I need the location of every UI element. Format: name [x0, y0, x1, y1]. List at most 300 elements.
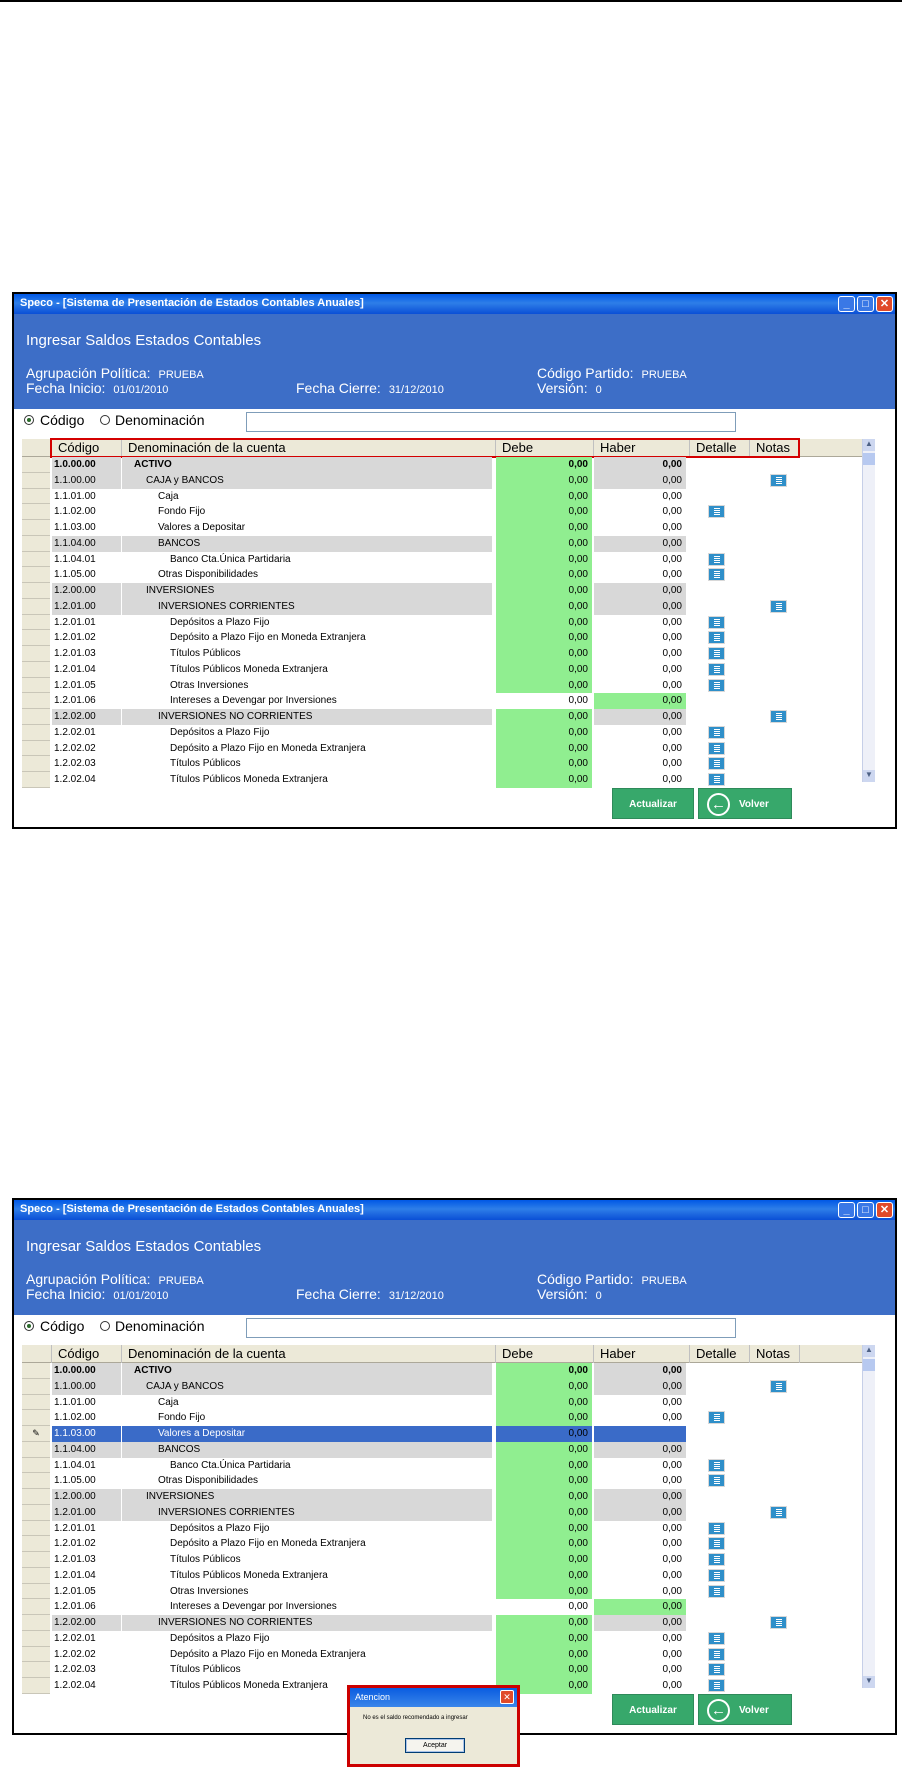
cell-debe[interactable]: 0,00 [496, 1615, 592, 1631]
cell-debe[interactable]: 0,00 [496, 1552, 592, 1568]
scroll-up-icon[interactable]: ▲ [863, 439, 875, 451]
codigo-partido-label: Código Partido: [537, 1271, 634, 1287]
detalle-icon[interactable] [708, 679, 725, 692]
codigo-radio[interactable] [24, 415, 34, 425]
fecha-inicio-value: 01/01/2010 [113, 1290, 169, 1302]
scroll-up-icon[interactable]: ▲ [863, 1345, 875, 1357]
cell-denominacion: Títulos Públicos Moneda Extranjera [170, 663, 328, 675]
cell-haber[interactable]: 0,00 [662, 1680, 682, 1691]
cell-denominacion: Valores a Depositar [122, 1426, 492, 1442]
row-selector[interactable] [22, 1458, 50, 1474]
cell-codigo: 1.2.01.02 [54, 1538, 96, 1550]
row-selector[interactable] [22, 1410, 50, 1426]
dialog-title-bar [350, 1688, 517, 1707]
table-row[interactable] [22, 772, 870, 788]
notas-icon[interactable] [770, 474, 787, 487]
table-row[interactable] [22, 1363, 870, 1379]
cell-haber[interactable]: 0,00 [662, 663, 682, 675]
table-row[interactable] [22, 1584, 870, 1600]
cell-haber[interactable]: 0,00 [594, 1442, 686, 1458]
cell-haber[interactable]: 0,00 [594, 1379, 686, 1395]
cell-haber[interactable]: 0,00 [662, 1632, 682, 1644]
row-selector[interactable] [22, 473, 50, 489]
detalle-icon[interactable] [708, 742, 725, 755]
detalle-icon[interactable] [708, 568, 725, 581]
row-selector[interactable] [22, 1647, 50, 1663]
fecha-cierre-value: 31/12/2010 [388, 384, 444, 396]
cell-debe[interactable]: 0,00 [496, 1631, 592, 1647]
table-row[interactable] [22, 1410, 870, 1426]
table-row[interactable] [22, 1458, 870, 1474]
col-debe[interactable]: Debe [496, 1345, 594, 1363]
cell-haber[interactable]: 0,00 [662, 1412, 682, 1424]
cell-debe[interactable]: 0,00 [496, 567, 592, 583]
fecha-inicio-label: Fecha Inicio: [26, 1286, 106, 1302]
row-selector[interactable] [22, 741, 50, 757]
col-detalle[interactable]: Detalle [690, 1345, 750, 1363]
detalle-icon[interactable] [708, 773, 725, 786]
search-row [14, 412, 895, 432]
table-row[interactable] [22, 1568, 870, 1584]
cell-codigo: 1.2.02.02 [54, 1648, 96, 1660]
volver-button[interactable] [698, 1694, 792, 1725]
notas-icon[interactable] [770, 1616, 787, 1629]
detalle-icon[interactable] [708, 631, 725, 644]
cell-codigo: 1.2.02.01 [54, 1632, 96, 1644]
table-row[interactable] [22, 1505, 870, 1521]
row-selector[interactable] [22, 1615, 50, 1631]
denominacion-radio[interactable] [100, 1321, 110, 1331]
cell-denominacion: Banco Cta.Única Partidaria [170, 553, 291, 565]
cell-denominacion: Títulos Públicos Moneda Extranjera [170, 1680, 328, 1691]
fecha-cierre-value: 31/12/2010 [388, 1290, 444, 1302]
volver-label: Volver [739, 799, 769, 810]
dialog-close-icon[interactable]: ✕ [500, 1690, 514, 1704]
cell-denominacion: Otras Inversiones [170, 679, 249, 691]
row-selector[interactable] [22, 756, 50, 772]
notas-icon[interactable] [770, 710, 787, 723]
detalle-icon[interactable] [708, 505, 725, 518]
grid-rows [22, 1363, 870, 1694]
cell-debe[interactable]: 0,00 [496, 1647, 592, 1663]
cell-haber[interactable]: 0,00 [662, 506, 682, 518]
cell-debe[interactable]: 0,00 [496, 504, 592, 520]
cell-debe[interactable]: 0,00 [496, 772, 592, 788]
cell-debe[interactable]: 0,00 [496, 1662, 592, 1678]
detalle-icon[interactable] [708, 1663, 725, 1676]
cell-haber[interactable]: 0,00 [662, 490, 682, 502]
cell-haber[interactable]: 0,00 [662, 522, 682, 533]
cell-haber[interactable]: 0,00 [594, 599, 686, 615]
detalle-icon[interactable] [708, 1632, 725, 1645]
row-selector[interactable] [22, 457, 50, 473]
col-notas[interactable]: Notas [750, 1345, 800, 1363]
cell-haber[interactable]: 0,00 [594, 473, 686, 489]
table-row[interactable] [22, 630, 870, 646]
table-row[interactable] [22, 1426, 870, 1442]
scroll-thumb[interactable] [863, 1359, 875, 1371]
row-selector[interactable]: ✎ [22, 1426, 50, 1442]
cell-denominacion: Títulos Públicos [170, 648, 241, 659]
cell-haber[interactable]: 0,00 [662, 1459, 682, 1471]
row-selector[interactable] [22, 646, 50, 662]
codigo-partido-value: PRUEBA [641, 369, 687, 381]
table-row[interactable] [22, 1662, 870, 1678]
maximize-icon[interactable]: □ [857, 1202, 874, 1218]
cell-debe[interactable]: 0,00 [496, 489, 592, 505]
table-row[interactable] [22, 536, 870, 552]
cell-debe[interactable]: 0,00 [496, 1568, 592, 1584]
actualizar-button[interactable]: Actualizar [612, 1694, 694, 1725]
row-selector[interactable] [22, 1473, 50, 1489]
table-row[interactable] [22, 457, 870, 473]
cell-debe[interactable]: 0,00 [496, 1473, 592, 1489]
scroll-thumb[interactable] [863, 453, 875, 465]
cell-debe[interactable]: 0,00 [496, 1521, 592, 1537]
search-input[interactable] [246, 1318, 736, 1338]
cell-debe[interactable]: 0,00 [496, 457, 592, 473]
cell-codigo: 1.1.04.00 [52, 536, 121, 552]
cell-haber[interactable]: 0,00 [662, 1664, 682, 1676]
row-selector[interactable] [22, 1631, 50, 1647]
table-row[interactable] [22, 473, 870, 489]
col-codigo[interactable]: Código [52, 439, 122, 457]
detalle-icon[interactable] [708, 663, 725, 676]
table-row[interactable] [22, 646, 870, 662]
denominacion-radio-label[interactable]: Denominación [115, 412, 205, 428]
col-notas[interactable]: Notas [750, 439, 800, 457]
row-selector[interactable] [22, 693, 50, 709]
version-label: Versión: [537, 1286, 588, 1302]
table-row[interactable] [22, 1473, 870, 1489]
table-row[interactable] [22, 520, 870, 536]
cell-debe[interactable]: 0,00 [496, 1363, 592, 1379]
cell-debe[interactable]: 0,00 [496, 1426, 592, 1442]
detalle-icon[interactable] [708, 1411, 725, 1424]
row-selector[interactable] [22, 725, 50, 741]
page-title: Ingresar Saldos Estados Contables [26, 1238, 262, 1255]
row-selector[interactable] [22, 1442, 50, 1458]
table-row[interactable] [22, 504, 870, 520]
cell-haber[interactable]: 0,00 [662, 742, 682, 754]
col-detalle[interactable]: Detalle [690, 439, 750, 457]
cell-debe[interactable]: 0,00 [496, 552, 592, 568]
table-row[interactable] [22, 1615, 870, 1631]
cell-haber[interactable]: 0,00 [662, 569, 682, 581]
cell-haber[interactable]: 0,00 [662, 1554, 682, 1565]
table-row[interactable] [22, 1599, 870, 1615]
table-row[interactable] [22, 1552, 870, 1568]
table-row[interactable] [22, 615, 870, 631]
table-row[interactable] [22, 741, 870, 757]
row-selector[interactable] [22, 678, 50, 694]
table-row[interactable] [22, 709, 870, 725]
detalle-icon[interactable] [708, 726, 725, 739]
cell-haber[interactable]: 0,00 [662, 774, 682, 785]
cell-debe[interactable]: 0,00 [496, 520, 592, 536]
cell-haber[interactable]: 0,00 [662, 1648, 682, 1660]
app-window-2 [12, 1198, 897, 1749]
table-row[interactable] [22, 552, 870, 568]
cell-denominacion: INVERSIONES NO CORRIENTES [122, 1615, 492, 1631]
notas-icon[interactable] [770, 1380, 787, 1393]
fecha-inicio-field [26, 1286, 168, 1302]
cell-denominacion: INVERSIONES CORRIENTES [122, 1505, 492, 1521]
cell-denominacion: Títulos Públicos [170, 1664, 241, 1676]
cell-debe[interactable]: 0,00 [496, 693, 592, 709]
close-icon[interactable]: ✕ [876, 296, 893, 312]
cell-debe[interactable]: 0,00 [496, 1505, 592, 1521]
cell-haber[interactable]: 0,00 [594, 693, 686, 709]
codigo-radio-label[interactable]: Código [40, 412, 85, 428]
cell-debe[interactable]: 0,00 [496, 1379, 592, 1395]
cell-debe[interactable]: 0,00 [496, 756, 592, 772]
col-debe[interactable]: Debe [496, 439, 594, 457]
detalle-icon[interactable] [708, 647, 725, 660]
cell-haber[interactable]: 0,00 [594, 1505, 686, 1521]
detalle-icon[interactable] [708, 1648, 725, 1661]
col-denominacion[interactable]: Denominación de la cuenta [122, 1345, 496, 1363]
detalle-icon[interactable] [708, 1459, 725, 1472]
table-row[interactable] [22, 1631, 870, 1647]
notas-icon[interactable] [770, 600, 787, 613]
cell-codigo: 1.1.00.00 [52, 473, 121, 489]
row-selector[interactable] [22, 1505, 50, 1521]
row-selector[interactable] [22, 1584, 50, 1600]
version-value: 0 [595, 384, 602, 396]
agrupacion-label: Agrupación Política: [26, 1271, 151, 1287]
table-row[interactable] [22, 1395, 870, 1411]
row-selector[interactable] [22, 630, 50, 646]
table-row[interactable] [22, 662, 870, 678]
cell-debe[interactable]: 0,00 [496, 1536, 592, 1552]
col-codigo[interactable]: Código [52, 1345, 122, 1363]
agrupacion-value: PRUEBA [158, 369, 204, 381]
actualizar-button[interactable]: Actualizar [612, 788, 694, 819]
row-selector[interactable] [22, 662, 50, 678]
cell-debe[interactable]: 0,00 [496, 678, 592, 694]
row-selector[interactable] [22, 552, 50, 568]
cell-haber[interactable]: 0,00 [662, 616, 682, 628]
back-arrow-icon: ← [707, 1699, 730, 1722]
fecha-inicio-label: Fecha Inicio: [26, 380, 106, 396]
cell-denominacion: ACTIVO [122, 457, 492, 473]
detalle-icon[interactable] [708, 1553, 725, 1566]
cell-haber[interactable]: 0,00 [594, 536, 686, 552]
cell-codigo: 1.1.00.00 [52, 1379, 121, 1395]
cell-debe[interactable]: 0,00 [496, 630, 592, 646]
row-selector[interactable] [22, 1678, 50, 1694]
cell-denominacion: Depósito a Plazo Fijo en Moneda Extranjera [170, 632, 366, 644]
cell-codigo: 1.1.02.00 [54, 506, 96, 518]
version-field [537, 380, 602, 396]
row-selector[interactable] [22, 772, 50, 788]
cell-debe[interactable]: 0,00 [496, 1395, 592, 1411]
vertical-scrollbar[interactable] [862, 1345, 875, 1688]
cell-debe[interactable]: 0,00 [496, 1489, 592, 1505]
denominacion-radio[interactable] [100, 415, 110, 425]
table-row[interactable] [22, 1647, 870, 1663]
row-selector[interactable] [22, 1379, 50, 1395]
table-row[interactable] [22, 583, 870, 599]
row-selector[interactable] [22, 489, 50, 505]
row-selector[interactable] [22, 599, 50, 615]
cell-denominacion: BANCOS [122, 536, 492, 552]
cell-haber[interactable]: 0,00 [662, 648, 682, 659]
table-row[interactable] [22, 1379, 870, 1395]
search-input[interactable] [246, 412, 736, 432]
table-row[interactable] [22, 599, 870, 615]
detalle-icon[interactable] [708, 616, 725, 629]
cell-haber[interactable]: 0,00 [662, 758, 682, 770]
table-row[interactable] [22, 489, 870, 505]
table-row[interactable] [22, 567, 870, 583]
row-selector[interactable] [22, 1662, 50, 1678]
cell-codigo: 1.2.02.04 [54, 774, 96, 785]
row-selector[interactable] [22, 1521, 50, 1537]
row-selector[interactable] [22, 583, 50, 599]
cell-debe[interactable]: 0,00 [496, 583, 592, 599]
detalle-icon[interactable] [708, 553, 725, 566]
codigo-radio-label[interactable]: Código [40, 1318, 85, 1334]
volver-label: Volver [739, 1705, 769, 1716]
table-row[interactable] [22, 756, 870, 772]
cell-codigo: 1.2.01.02 [54, 632, 96, 644]
table-row[interactable] [22, 678, 870, 694]
cell-haber[interactable]: 0,00 [662, 1538, 682, 1550]
row-selector[interactable] [22, 1552, 50, 1568]
cell-haber[interactable]: 0,00 [594, 1489, 686, 1505]
table-row[interactable] [22, 1489, 870, 1505]
detalle-icon[interactable] [708, 1537, 725, 1550]
row-selector[interactable] [22, 567, 50, 583]
cell-haber[interactable]: 0,00 [594, 1363, 686, 1379]
scroll-down-icon[interactable]: ▼ [863, 1676, 875, 1688]
table-row[interactable] [22, 725, 870, 741]
aceptar-button[interactable]: Aceptar [405, 1738, 465, 1753]
cell-debe[interactable]: 0,00 [496, 615, 592, 631]
cell-debe[interactable]: 0,00 [496, 1678, 592, 1694]
row-selector[interactable] [22, 1568, 50, 1584]
detalle-icon[interactable] [708, 1569, 725, 1582]
col-denominacion[interactable]: Denominación de la cuenta [122, 439, 496, 457]
cell-haber[interactable]: 0,00 [662, 1522, 682, 1534]
maximize-icon[interactable]: □ [857, 296, 874, 312]
cell-debe[interactable]: 0,00 [496, 662, 592, 678]
cell-denominacion: CAJA y BANCOS [122, 1379, 492, 1395]
cell-debe[interactable]: 0,00 [496, 1410, 592, 1426]
grid-column-header [22, 439, 870, 457]
cell-debe[interactable]: 0,00 [496, 599, 592, 615]
volver-button[interactable] [698, 788, 792, 819]
cell-debe[interactable]: 0,00 [496, 473, 592, 489]
notas-icon[interactable] [770, 1506, 787, 1519]
cell-debe[interactable]: 0,00 [496, 725, 592, 741]
fecha-inicio-value: 01/01/2010 [113, 384, 169, 396]
codigo-radio[interactable] [24, 1321, 34, 1331]
minimize-icon[interactable]: _ [838, 1202, 855, 1218]
detalle-icon[interactable] [708, 757, 725, 770]
scroll-down-icon[interactable]: ▼ [863, 770, 875, 782]
table-row[interactable] [22, 1442, 870, 1458]
cell-denominacion: INVERSIONES [122, 583, 492, 599]
detalle-icon[interactable] [708, 1474, 725, 1487]
table-row[interactable] [22, 1521, 870, 1537]
cell-denominacion: Títulos Públicos Moneda Extranjera [170, 1569, 328, 1581]
cell-denominacion: Intereses a Devengar por Inversiones [170, 695, 337, 707]
row-selector[interactable] [22, 615, 50, 631]
cell-haber[interactable]: 0,00 [594, 457, 686, 473]
row-selector[interactable] [22, 536, 50, 552]
vertical-scrollbar[interactable] [862, 439, 875, 782]
cell-debe[interactable]: 0,00 [496, 1458, 592, 1474]
cell-haber[interactable]: 0,00 [662, 679, 682, 691]
title-bar [14, 1200, 895, 1220]
col-haber[interactable]: Haber [594, 439, 690, 457]
row-selector[interactable] [22, 1395, 50, 1411]
cell-codigo: 1.1.03.00 [54, 522, 96, 533]
codigo-partido-field [537, 1271, 687, 1287]
cell-haber[interactable]: 0,00 [662, 1585, 682, 1597]
col-haber[interactable]: Haber [594, 1345, 690, 1363]
close-icon[interactable]: ✕ [876, 1202, 893, 1218]
window-title: Speco - [Sistema de Presentación de Estados Contables Anuales] [20, 297, 364, 309]
cell-haber[interactable]: 0,00 [662, 632, 682, 644]
cell-debe[interactable]: 0,00 [496, 709, 592, 725]
cell-haber[interactable]: 0,00 [594, 709, 686, 725]
cell-codigo: 1.0.00.00 [52, 457, 121, 473]
cell-codigo: 1.2.02.00 [52, 1615, 121, 1631]
table-row[interactable] [22, 693, 870, 709]
cell-codigo: 1.1.03.00 [52, 1426, 121, 1442]
cell-debe[interactable]: 0,00 [496, 1584, 592, 1600]
row-selector[interactable] [22, 1599, 50, 1615]
cell-debe[interactable]: 0,00 [496, 1599, 592, 1615]
cell-haber[interactable]: 0,00 [594, 1599, 686, 1615]
detalle-icon[interactable] [708, 1585, 725, 1598]
cell-haber[interactable]: 0,00 [662, 1396, 682, 1408]
cell-haber[interactable]: 0,00 [594, 583, 686, 599]
cell-denominacion: Títulos Públicos Moneda Extranjera [170, 774, 328, 785]
cell-haber[interactable]: 0,00 [662, 553, 682, 565]
row-selector[interactable] [22, 1489, 50, 1505]
minimize-icon[interactable]: _ [838, 296, 855, 312]
cell-debe[interactable]: 0,00 [496, 536, 592, 552]
cell-denominacion: Fondo Fijo [158, 506, 206, 518]
row-selector[interactable] [22, 1363, 50, 1379]
cell-haber[interactable] [594, 1426, 686, 1442]
cell-haber[interactable]: 0,00 [662, 1475, 682, 1487]
cell-codigo: 1.2.01.06 [54, 1601, 96, 1613]
row-selector[interactable] [22, 504, 50, 520]
cell-haber[interactable]: 0,00 [662, 1569, 682, 1581]
row-selector[interactable] [22, 1536, 50, 1552]
table-row[interactable] [22, 1536, 870, 1552]
cell-codigo: 1.2.01.00 [52, 1505, 121, 1521]
cell-debe[interactable]: 0,00 [496, 741, 592, 757]
row-selector[interactable] [22, 709, 50, 725]
agrupacion-label: Agrupación Política: [26, 365, 151, 381]
agrupacion-value: PRUEBA [158, 1275, 204, 1287]
detalle-icon[interactable] [708, 1679, 725, 1692]
cell-debe[interactable]: 0,00 [496, 646, 592, 662]
cell-haber[interactable]: 0,00 [594, 1615, 686, 1631]
detalle-icon[interactable] [708, 1522, 725, 1535]
row-selector[interactable] [22, 520, 50, 536]
cell-haber[interactable]: 0,00 [662, 726, 682, 738]
denominacion-radio-label[interactable]: Denominación [115, 1318, 205, 1334]
cell-debe[interactable]: 0,00 [496, 1442, 592, 1458]
